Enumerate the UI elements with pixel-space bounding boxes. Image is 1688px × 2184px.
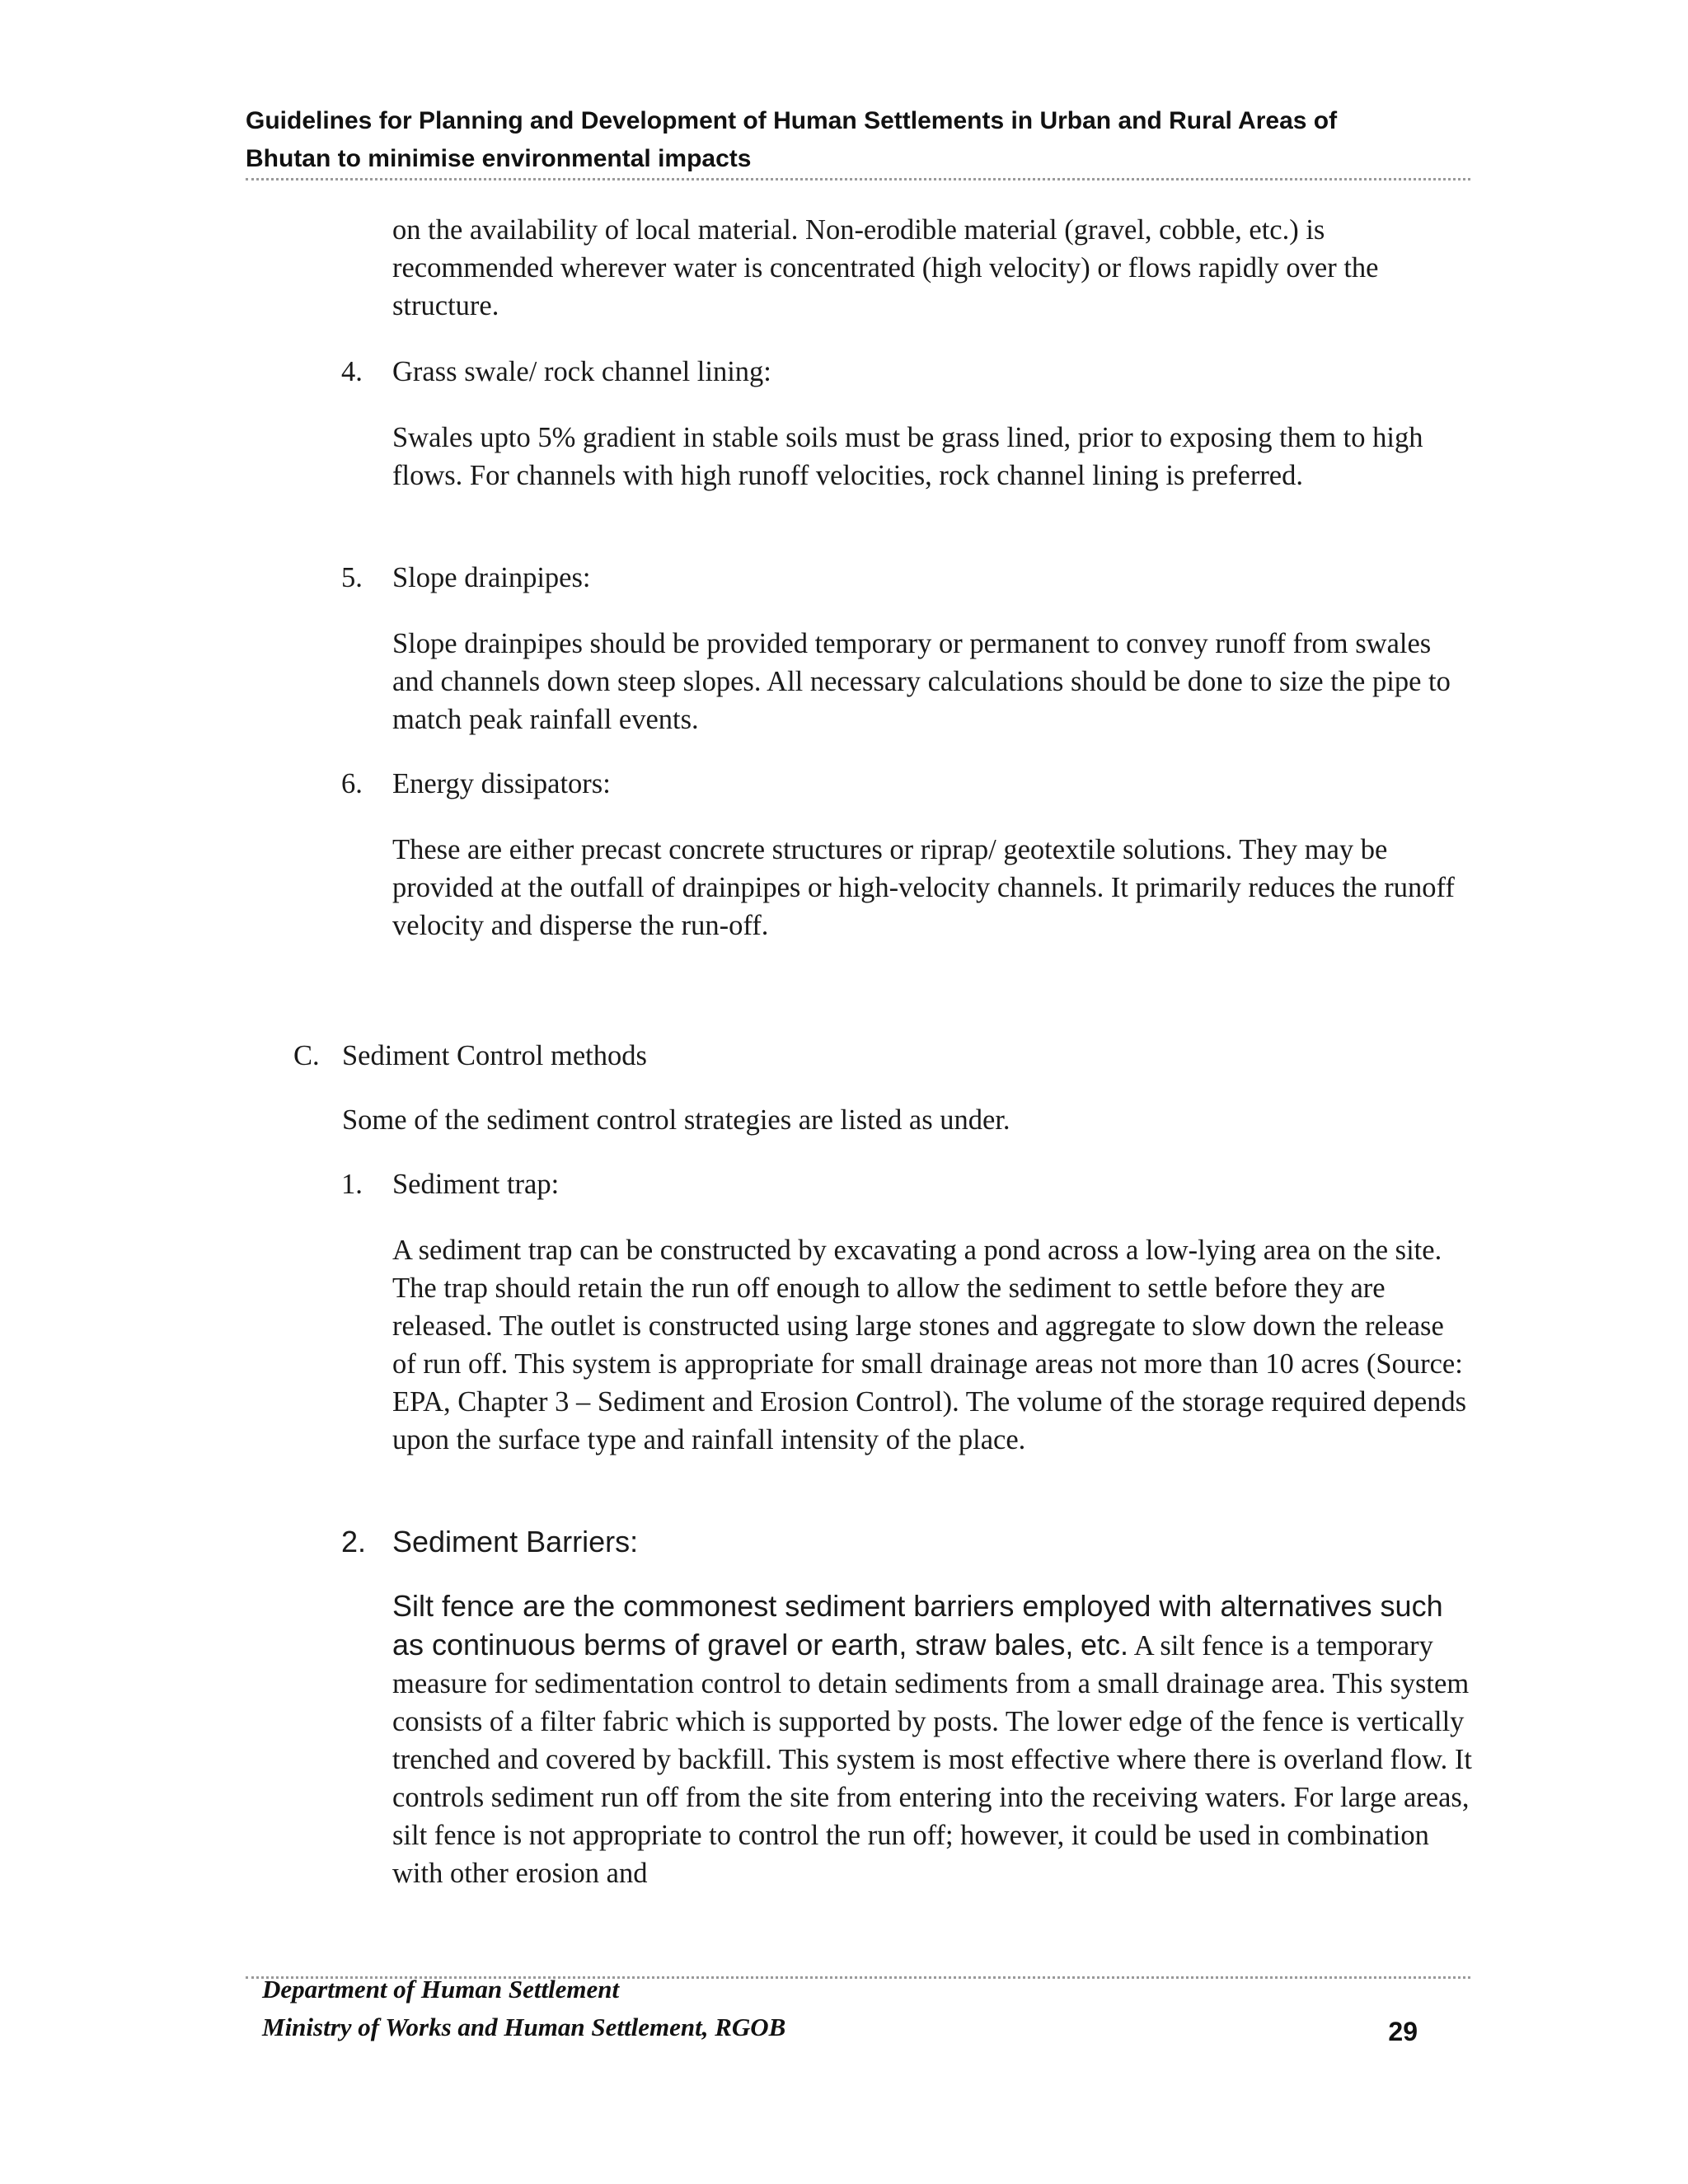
item-c2-paragraph: [392, 1587, 1472, 1892]
header-divider: [246, 178, 1470, 180]
section-c-letter: C.: [293, 1040, 320, 1071]
item-6-title: Energy dissipators:: [392, 768, 611, 799]
item-6-paragraph: These are either precast concrete structures or riprap/ geotextile solutions. They may be provided at the outfall of drainpipes or high-velocity channels. It primarily reduces the runoff velocity and disperse the run-off.: [392, 834, 1455, 941]
item-4-number: 4.: [341, 356, 363, 387]
item-c2-title: Sediment Barriers:: [392, 1525, 639, 1558]
item-4-paragraph: Swales upto 5% gradient in stable soils must be grass lined, prior to exposing them to high flows. For channels with high runoff velocities, rock channel lining is preferred.: [392, 422, 1423, 491]
item-c2-paragraph-lead-tail: etc.: [1081, 1628, 1129, 1661]
item-c1-paragraph: A sediment trap can be constructed by excavating a pond across a low-lying area on the site. The trap should retain the run off enough to allow the sediment to settle before they are released. The outlet is constructed using large stones and aggregate to slow down the release of run off. This system is appropriate for small drainage areas not more than 10 acres (Source: EPA, Chapter 3 – Sediment and Erosion Control). The volume of the storage required depends upon the surface type and rainfall intensity of the place.: [392, 1235, 1467, 1455]
item-4-title: Grass swale/ rock channel lining:: [392, 356, 771, 387]
item-6-number: 6.: [341, 768, 363, 799]
footer-department: Department of Human Settlement: [262, 1975, 620, 2004]
item-c1-title: Sediment trap:: [392, 1169, 560, 1200]
item-c2-paragraph-rest: A silt fence is a temporary measure for sedimentation control to detain sediments from a small drainage area. This system consists of a filter fabric which is supported by posts. The lower edge of the fence is vertically trenched and covered by backfill. This system is most effective where there is overland flow. It controls sediment run off from the site from entering into the receiving waters. For large areas, silt fence is not appropriate to control the run off; however, it could be used in combination with other erosion and: [392, 1630, 1472, 1889]
running-header-title: Guidelines for Planning and Development of Human Settlements in Urban and Rural Areas of Bhutan to minimise environmental impacts: [246, 107, 1338, 172]
section-c-intro: Some of the sediment control strategies are listed as under.: [342, 1104, 1010, 1136]
section-c-title: Sediment Control methods: [342, 1040, 647, 1071]
continuation-paragraph: on the availability of local material. Non-erodible material (gravel, cobble, etc.) is recommended wherever water is concentrated (high velocity) or flows rapidly over the structure.: [392, 214, 1379, 321]
item-5-title: Slope drainpipes:: [392, 562, 591, 593]
footer-ministry: Ministry of Works and Human Settlement, RGOB: [262, 2013, 786, 2041]
item-5-number: 5.: [341, 562, 363, 593]
item-c2-number: 2.: [341, 1525, 367, 1558]
item-c1-number: 1.: [341, 1169, 363, 1200]
item-5-paragraph: Slope drainpipes should be provided temporary or permanent to convey runoff from swales and channels down steep slopes. All necessary calculations should be done to size the pipe to match peak rainfall events.: [392, 628, 1451, 735]
item-c2-paragraph-lead: Silt fence are the commonest sediment barriers employed with alternatives such as continuous berms of gravel or earth, straw bales,: [392, 1589, 1443, 1661]
page-number: 29: [1388, 2017, 1418, 2046]
